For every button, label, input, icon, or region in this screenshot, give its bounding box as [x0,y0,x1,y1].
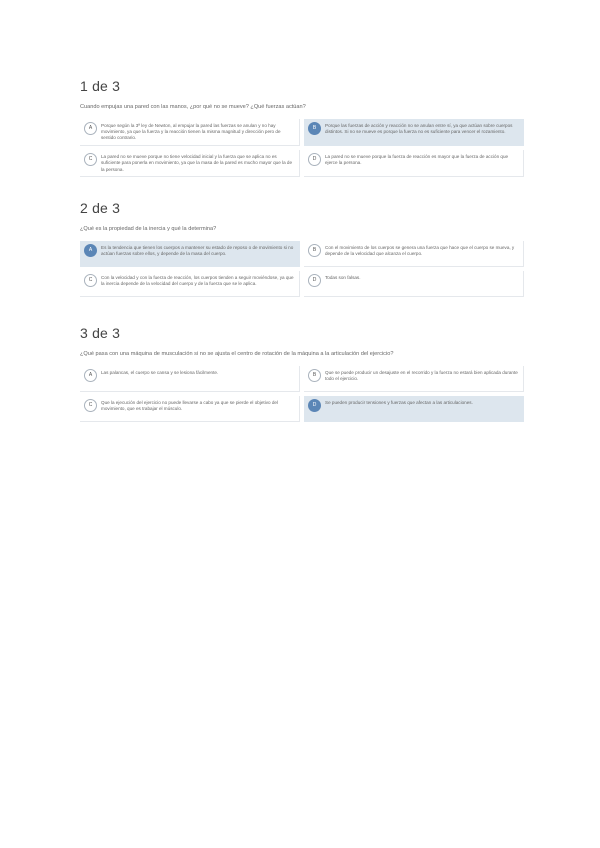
question-title: 2 de 3 [80,200,121,216]
option-text: Porque según la 3ª ley de Newton, al empujar la pared las fuerzas se anulan y no hay movimiento, ya que la fuerza y la reacción tienen la misma magnitud y dirección pero de sentido contrario. [101,122,281,141]
question-title: 1 de 3 [80,78,121,94]
option-text: Porque las fuerzas de acción y reacción no se anulan entre sí, ya que actúan sobre cuerpos distintos. Si no se mueve es porque la fuerza no es suficiente para vencer el rozamiento. [325,122,513,134]
option-text: Con el movimiento de los cuerpos se genera una fuerza que hace que el cuerpo se mueva, y depende de la velocidad que alcanza el cuerpo. [325,244,515,256]
option-text: La pared no se mueve porque no tiene velocidad inicial y la fuerza que se aplica no es suficiente para ponerla en movimiento, ya que la masa de la pared es mucho mayor que la de la persona. [101,153,293,172]
option-text: Con la velocidad y con la fuerza de reacción, los cuerpos tienden a seguir moviéndose, ya que la inercia depende de la velocidad del cuerpo y de la fuerza que se le aplica. [101,274,294,286]
options-grid [80,366,525,422]
option-c[interactable] [80,150,300,177]
question-3 [80,325,525,422]
option-b[interactable] [304,241,524,267]
option-letter: D [308,399,321,412]
options-grid [80,119,525,177]
question-text: Cuando empujas una pared con las manos, ¿por qué no se mueve? ¿Qué fuerzas actúan? [80,104,306,110]
option-text: Todas son falsas. [325,274,361,280]
option-letter: C [84,153,97,166]
question-text: ¿Qué pasa con una máquina de musculación si no se ajusta el centro de rotación de la máquina a la articulación del ejercicio? [80,351,394,357]
option-c[interactable] [80,271,300,297]
option-letter: B [308,369,321,382]
option-d[interactable] [304,271,524,297]
question-title: 3 de 3 [80,325,121,341]
option-letter: B [308,122,321,135]
option-b[interactable] [304,366,524,392]
option-letter: D [308,274,321,287]
question-text: ¿Qué es la propiedad de la inercia y qué la determina? [80,226,217,232]
option-b[interactable] [304,119,524,146]
option-a[interactable] [80,366,300,392]
option-text: Que la ejecución del ejercicio no puede llevarse a cabo ya que se pierde el objetivo del movimiento, que es trabajar el músculo. [101,399,278,411]
option-letter: C [84,274,97,287]
option-text: Es la tendencia que tienen los cuerpos a mantener su estado de reposo o de movimiento si no actúan fuerzas sobre ellos, y depende de la masa del cuerpo. [101,244,294,256]
option-letter: A [84,369,97,382]
option-text: Que se puede producir un desajuste en el recorrido y la fuerza no estará bien aplicada durante todo el ejercicio. [325,369,518,381]
option-a[interactable] [80,119,300,146]
option-text: La pared no se mueve porque la fuerza de reacción es mayor que la fuerza de acción que ejerce la persona. [325,153,509,166]
option-text: Las palancas, el cuerpo se cansa y se lesiona fácilmente. [101,369,219,375]
option-a[interactable] [80,241,300,267]
option-letter: A [84,122,97,135]
option-c[interactable] [80,396,300,422]
question-2 [80,200,525,297]
options-grid [80,241,525,297]
option-text: Se pueden producir tensiones y fuerzas que afectan a las articulaciones. [325,399,473,405]
option-letter: C [84,399,97,412]
option-d[interactable] [304,150,524,177]
option-letter: D [308,153,321,166]
option-letter: A [84,244,97,257]
option-d[interactable] [304,396,524,422]
option-letter: B [308,244,321,257]
question-1 [80,78,525,177]
